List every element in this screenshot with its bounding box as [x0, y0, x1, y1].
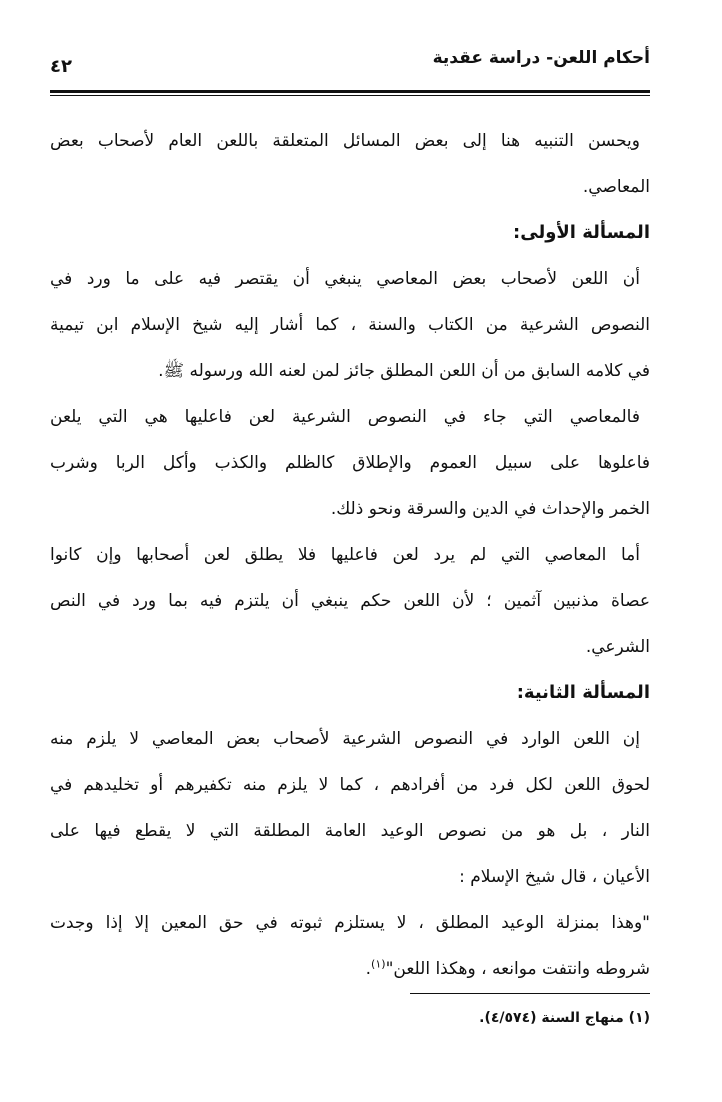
body-text: [50, 118, 650, 992]
paragraph-line: ويحسن التنبيه هنا إلى بعض المسائل المتعلقة باللعن العام لأصحاب بعض: [50, 131, 640, 151]
page-header: [50, 48, 650, 77]
paragraph-line: أن اللعن لأصحاب بعض المعاصي ينبغي أن يقتصر فيه على ما ورد في: [50, 269, 640, 289]
paragraph-line: الشرعي.: [585, 637, 650, 657]
quote-line: "وهذا بمنزلة الوعيد المطلق ، لا يستلزم ثبوته في حق المعين إلا إذا وجدت: [50, 913, 650, 933]
paragraph-line: النصوص الشرعية من الكتاب والسنة ، كما أشار إليه شيخ الإسلام ابن تيمية: [50, 315, 650, 335]
quote-line-text: شروطه وانتفت موانعه ، وهكذا اللعن": [385, 959, 650, 979]
header-rule-thick: [50, 90, 650, 93]
paragraph-line: فالمعاصي التي جاء في النصوص الشرعية لعن فاعليها هي التي يلعن: [50, 407, 640, 427]
paragraph-line: أما المعاصي التي لم يرد لعن فاعليها فلا يطلق لعن أصحابها وإن كانوا: [50, 545, 640, 565]
section-heading: المسألة الأولى:: [513, 222, 650, 243]
paragraph-line: النار ، بل هو من نصوص الوعيد العامة المطلقة التي لا يقطع فيها على: [50, 821, 650, 841]
footnote: (١) منهاج السنة (٤/٥٧٤).: [479, 1010, 650, 1026]
running-title: أحكام اللعن- دراسة عقدية: [432, 48, 650, 68]
quote-line-end: .: [365, 959, 372, 979]
paragraph-line: إن اللعن الوارد في النصوص الشرعية لأصحاب بعض المعاصي لا يلزم منه: [50, 729, 640, 749]
paragraph-line: في كلامه السابق من أن اللعن المطلق جائز لمن لعنه الله ورسوله ﷺ.: [158, 361, 650, 381]
paragraph-line: عصاة مذنبين آثمين ؛ لأن اللعن حكم ينبغي أن يلتزم فيه بما ورد في النص: [50, 591, 650, 611]
footnote-rule: [410, 993, 650, 994]
page-number: ٤٢: [50, 56, 72, 77]
paragraph-line: لحوق اللعن لكل فرد من أفرادهم ، كما لا يلزم منه تكفيرهم أو تخليدهم في: [50, 775, 650, 795]
paragraph-line: الخمر والإحداث في الدين والسرقة ونحو ذلك.: [330, 499, 650, 519]
footnote-reference: (١): [371, 957, 386, 971]
paragraph-line: الأعيان ، قال شيخ الإسلام :: [459, 867, 650, 887]
section-heading: المسألة الثانية:: [516, 682, 650, 703]
header-rule-thin: [50, 95, 650, 96]
quote-line-last: [50, 946, 650, 992]
paragraph-line: المعاصي.: [582, 177, 650, 197]
paragraph-line: فاعلوها على سبيل العموم والإطلاق كالظلم والكذب وأكل الربا وشرب: [50, 453, 650, 473]
